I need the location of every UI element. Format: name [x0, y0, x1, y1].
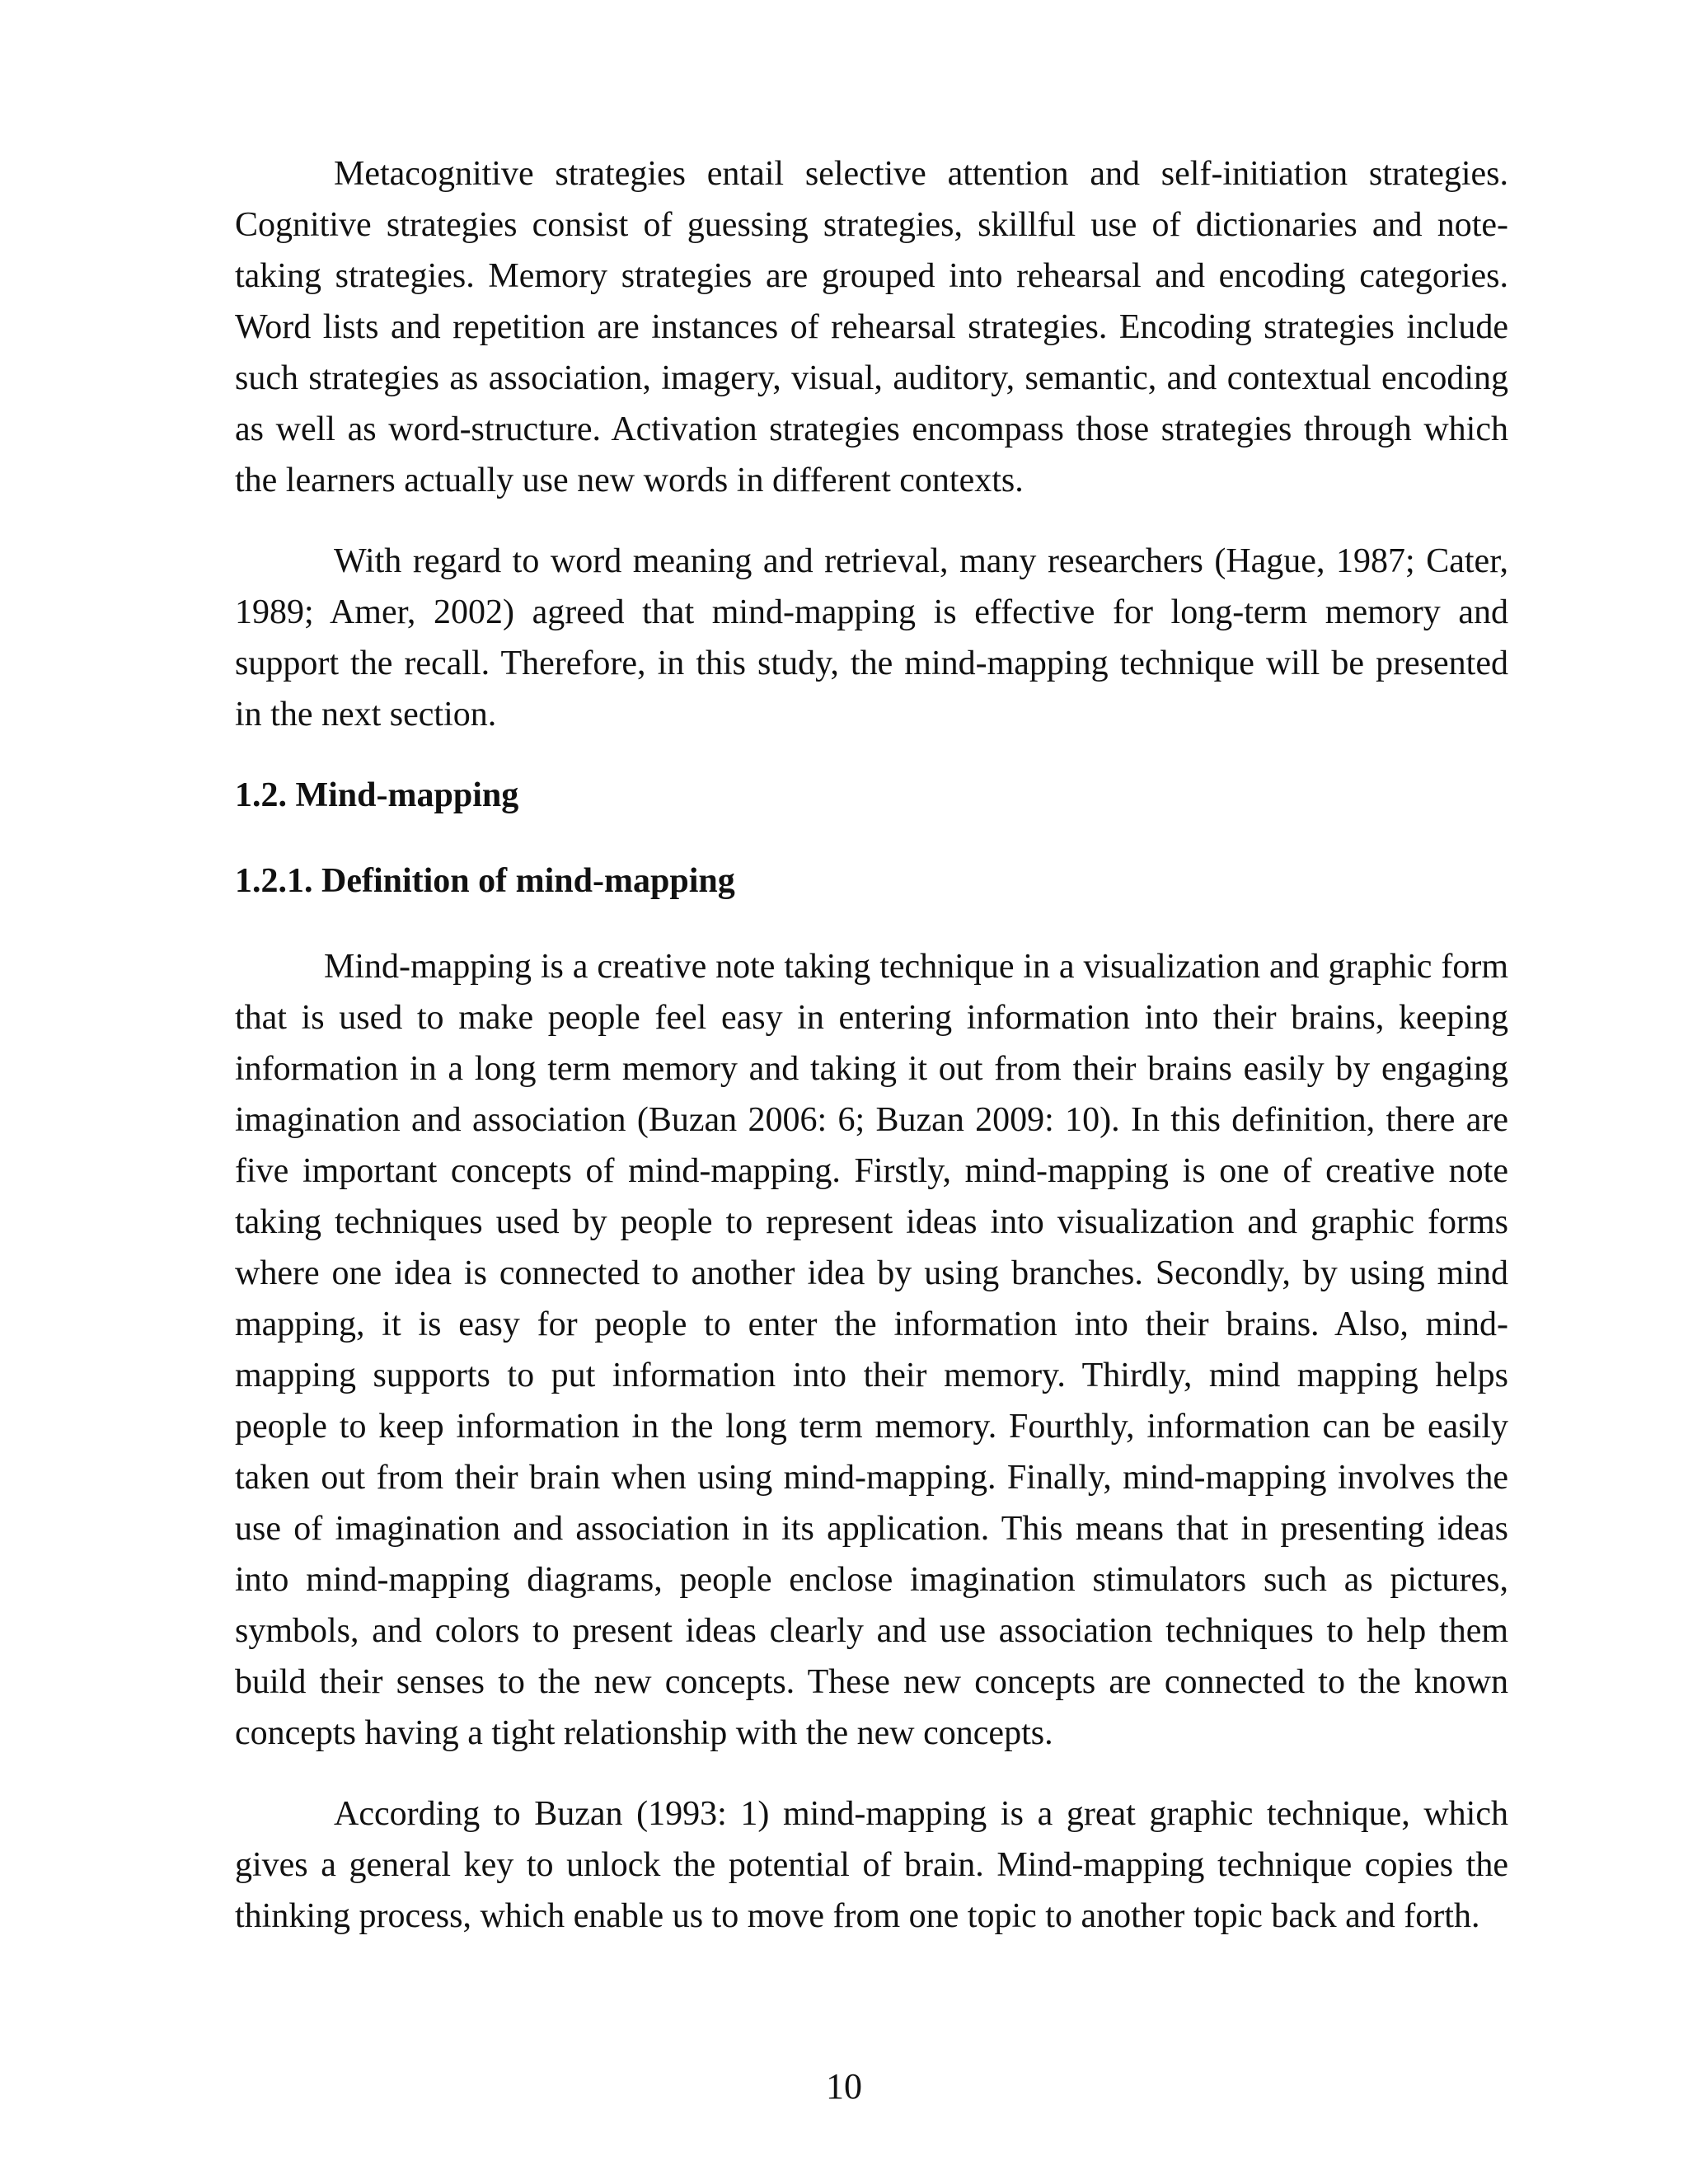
page-number: 10	[826, 2066, 862, 2107]
subsection-heading: 1.2.1. Definition of mind-mapping	[235, 862, 735, 900]
paragraph-definition: Mind-mapping is a creative note taking technique in a visualization and graphic form that is used to make people feel easy in entering information into their brains, keeping information in a long term memory and taking it out from their brains easily by engaging imagination and association (Buzan 2006: 6; Buzan 2009: 10). In this definition, there are five important concepts of mind-mapping. Firstly, mind-mapping is one of creative note taking techniques used by people to represent ideas into visualization and graphic forms where one idea is connected to another idea by using branches. Secondly, by using mind mapping, it is easy for people to enter the information into their brains. Also, mind-mapping supports to put information into their memory. Thirdly, mind mapping helps people to keep information in the long term memory. Fourthly, information can be easily taken out from their brain when using mind-mapping. Finally, mind-mapping involves the use of imagination and association in its application. This means that in presenting ideas into mind-mapping diagrams, people enclose imagination stimulators such as pictures, symbols, and colors to present ideas clearly and use association techniques to help them build their senses to the new concepts. These new concepts are connected to the known concepts having a tight relationship with the new concepts.	[235, 948, 1508, 1752]
paragraph-buzan: According to Buzan (1993: 1) mind-mapping is a great graphic technique, which gives a general key to unlock the potential of brain. Mind-mapping technique copies the thinking process, which enable us to move from one topic to another topic back and forth.	[235, 1795, 1508, 1935]
paragraph-strategies: Metacognitive strategies entail selective attention and self-initiation strategies. Cognitive strategies consist of guessing strategies, skillful use of dictionaries and note-taking strategies. Memory strategies are grouped into rehearsal and encoding categories. Word lists and repetition are instances of rehearsal strategies. Encoding strategies include such strategies as association, imagery, visual, auditory, semantic, and contextual encoding as well as word-structure. Activation strategies encompass those strategies through which the learners actually use new words in different contexts.	[235, 155, 1508, 499]
paragraph-word-meaning: With regard to word meaning and retrieval, many researchers (Hague, 1987; Cater, 1989; Amer, 2002) agreed that mind-mapping is effective for long-term memory and support the recall. Therefore, in this study, the mind-mapping technique will be presented in the next section.	[235, 542, 1508, 733]
page-body	[235, 148, 1508, 1971]
section-heading: 1.2. Mind-mapping	[235, 776, 519, 814]
